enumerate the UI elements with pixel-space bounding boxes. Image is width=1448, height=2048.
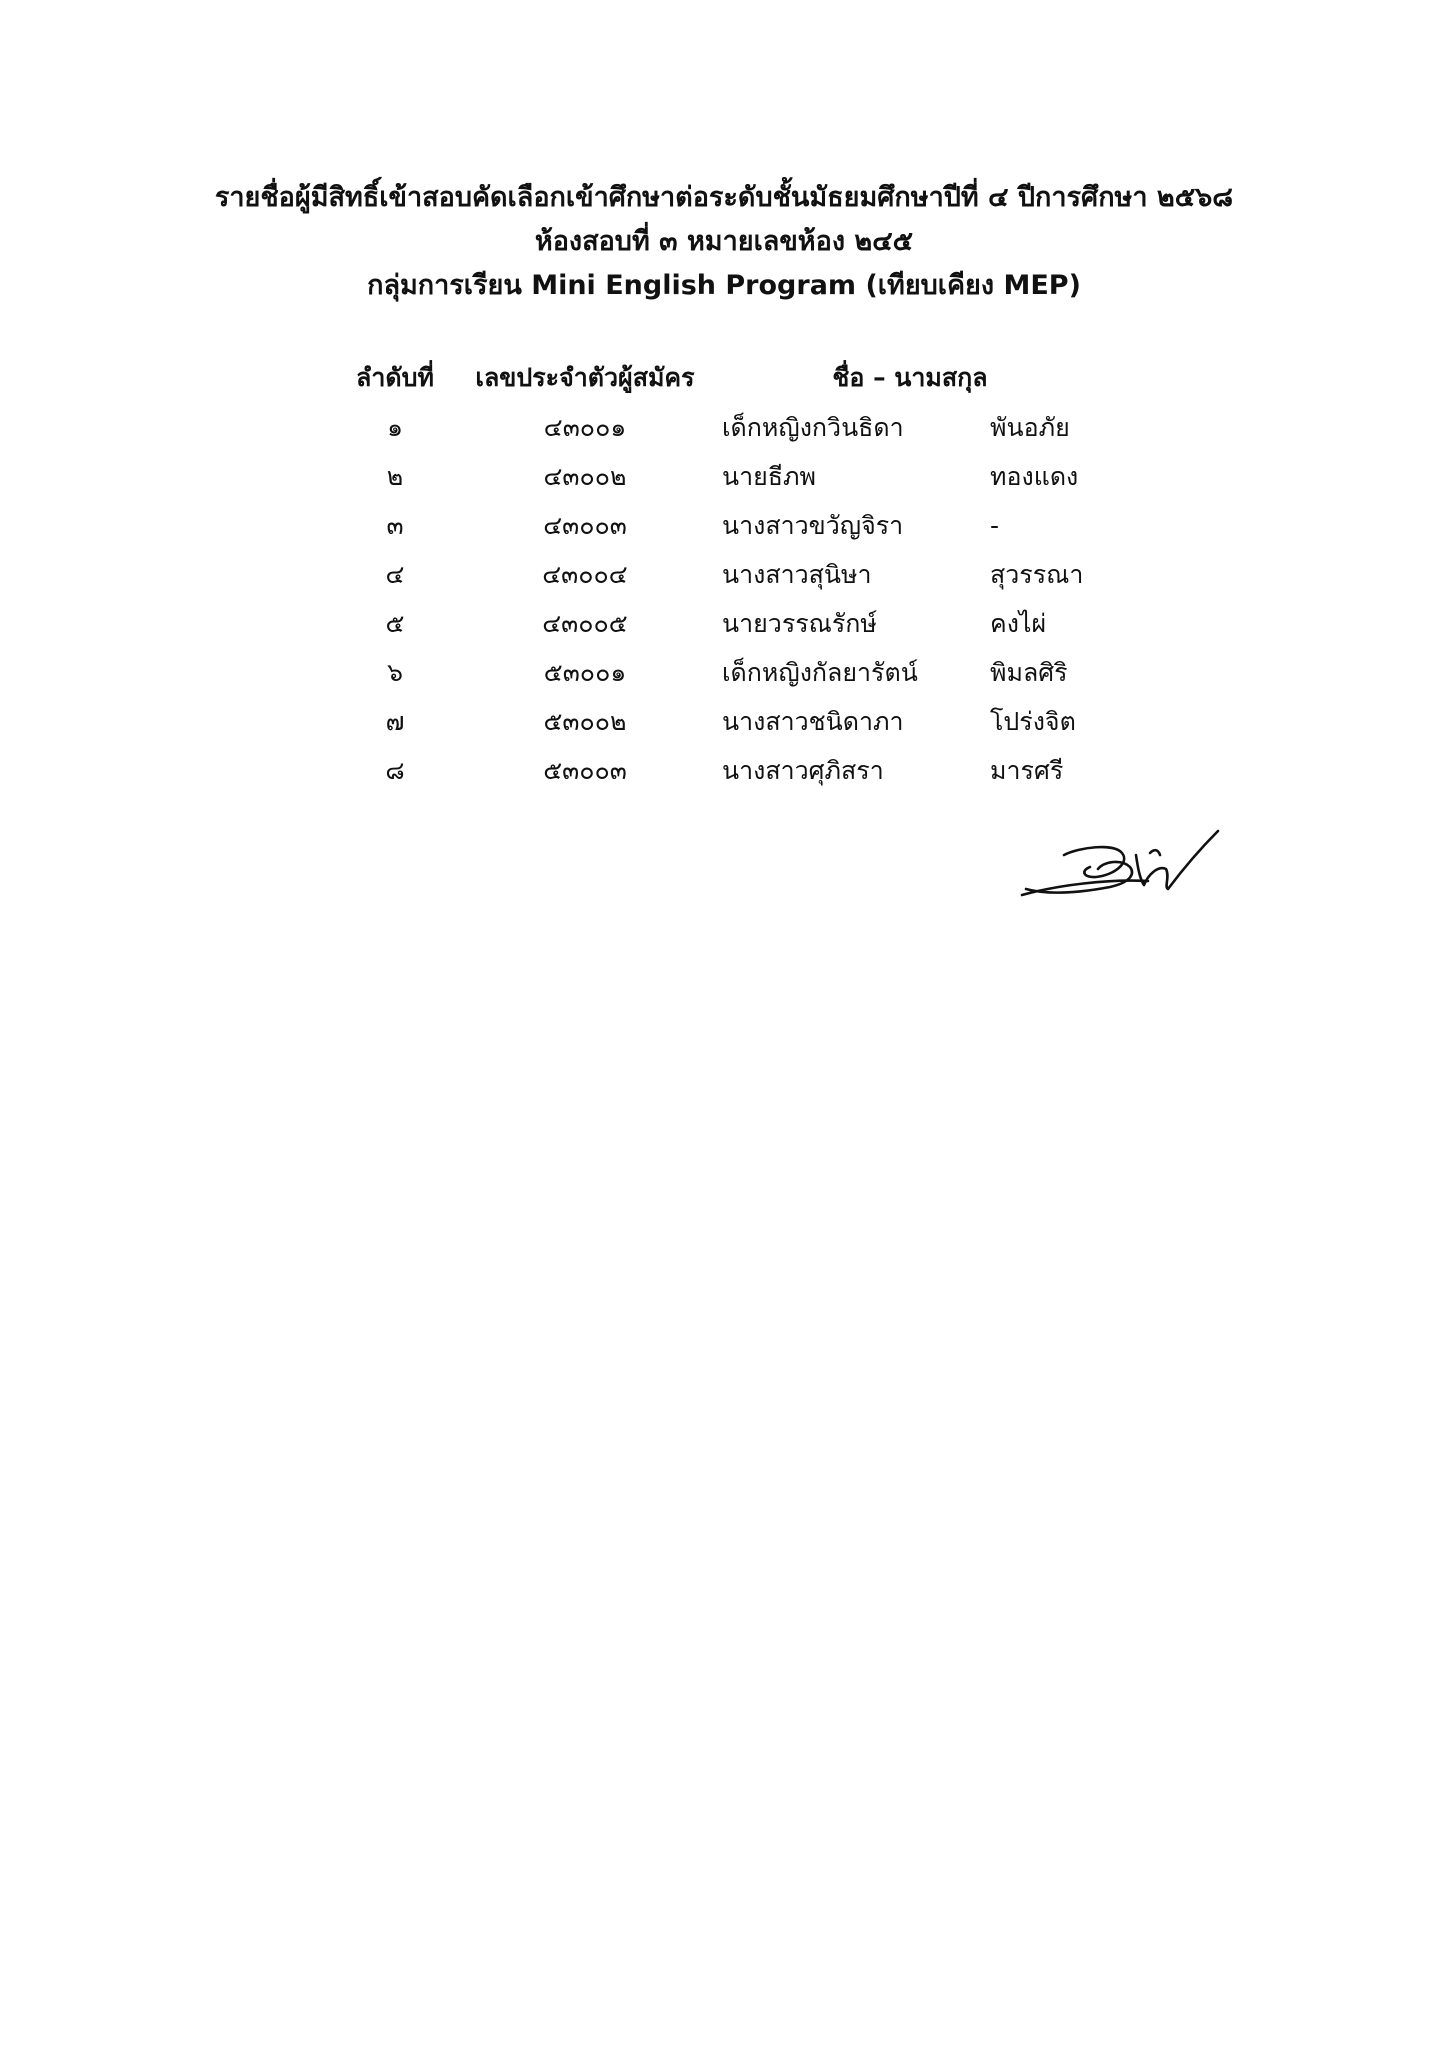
table-row xyxy=(0,408,1448,457)
row-last-name: ทองแดง xyxy=(990,462,1079,491)
row-applicant-id: ๔๓๐๐๔ xyxy=(542,560,628,589)
row-first-name: เด็กหญิงกวินธิดา xyxy=(722,413,904,442)
signature-icon xyxy=(1018,825,1228,905)
row-applicant-id: ๔๓๐๐๑ xyxy=(543,413,627,442)
header-applicant-id: เลขประจำตัวผู้สมัคร xyxy=(475,363,695,392)
row-no: ๒ xyxy=(386,462,404,491)
table-row xyxy=(0,506,1448,555)
table-row xyxy=(0,604,1448,653)
row-first-name: เด็กหญิงกัลยารัตน์ xyxy=(722,658,918,687)
row-no: ๓ xyxy=(386,511,404,540)
row-last-name: พิมลศิริ xyxy=(990,658,1068,687)
table-row xyxy=(0,555,1448,604)
row-no: ๖ xyxy=(387,658,403,687)
row-applicant-id: ๕๓๐๐๒ xyxy=(543,707,627,736)
row-no: ๗ xyxy=(385,707,405,736)
row-last-name: คงไผ่ xyxy=(990,609,1047,638)
table-row xyxy=(0,653,1448,702)
row-last-name: สุวรรณา xyxy=(990,560,1084,589)
row-no: ๘ xyxy=(385,756,405,785)
row-last-name: - xyxy=(990,511,1000,540)
row-applicant-id: ๕๓๐๐๑ xyxy=(543,658,627,687)
row-first-name: นางสาวสุนิษา xyxy=(722,560,872,589)
row-first-name: นางสาวขวัญจิรา xyxy=(722,511,904,540)
title-line-3: กลุ่มการเรียน Mini English Program (เทียบเคียง MEP) xyxy=(367,270,1081,301)
table-row xyxy=(0,457,1448,506)
row-first-name: นางสาวชนิดาภา xyxy=(722,707,904,736)
title-line-2: ห้องสอบที่ ๓ หมายเลขห้อง ๒๔๕ xyxy=(534,226,914,257)
header-name: ชื่อ – นามสกุล xyxy=(832,363,988,392)
row-first-name: นายวรรณรักษ์ xyxy=(722,609,877,638)
row-applicant-id: ๔๓๐๐๕ xyxy=(542,609,628,638)
row-no: ๑ xyxy=(387,413,403,442)
row-first-name: นางสาวศุภิสรา xyxy=(722,756,884,785)
title-line-1: รายชื่อผู้มีสิทธิ์เข้าสอบคัดเลือกเข้าศึกษาต่อระดับชั้นมัธยมศึกษาปีที่ ๔ ปีการศึกษา ๒๕๖๘ xyxy=(214,182,1234,213)
row-last-name: โปร่งจิต xyxy=(990,707,1076,736)
row-no: ๔ xyxy=(385,560,405,589)
row-applicant-id: ๕๓๐๐๓ xyxy=(543,756,627,785)
row-last-name: มารศรี xyxy=(990,756,1064,785)
applicant-table-body xyxy=(0,408,1448,800)
table-row xyxy=(0,751,1448,800)
header-no: ลำดับที่ xyxy=(356,363,434,392)
row-applicant-id: ๔๓๐๐๓ xyxy=(543,511,627,540)
table-row xyxy=(0,702,1448,751)
row-no: ๕ xyxy=(385,609,405,638)
row-applicant-id: ๔๓๐๐๒ xyxy=(543,462,627,491)
row-first-name: นายธีภพ xyxy=(722,462,816,491)
row-last-name: พันอภัย xyxy=(990,413,1070,442)
